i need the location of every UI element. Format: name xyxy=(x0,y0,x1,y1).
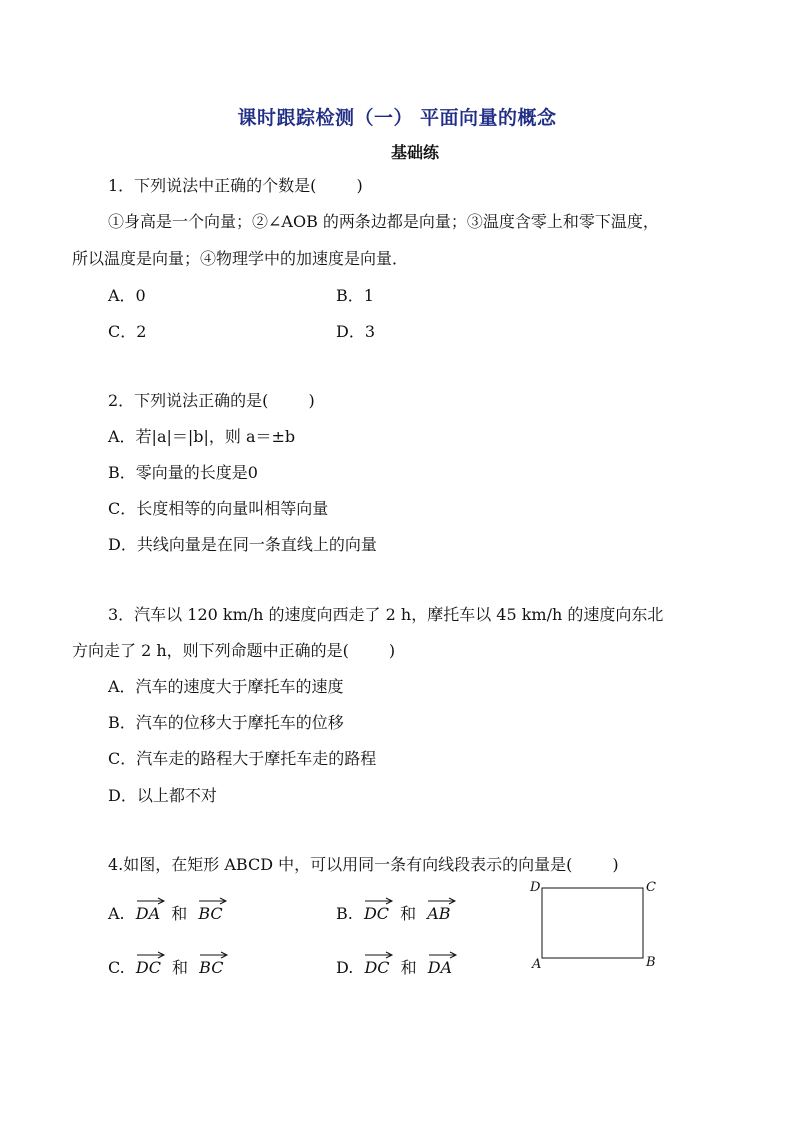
vector-arrow-icon xyxy=(428,951,458,959)
vector-dc xyxy=(364,952,389,978)
q3-line1: 3．汽车以 120 km/h 的速度向西走了 2 h，摩托车以 45 km/h 的速度向东北 xyxy=(108,605,664,624)
vector-label: AB xyxy=(427,904,451,923)
vector-arrow-icon xyxy=(199,951,229,959)
vertex-d-label: D xyxy=(530,880,541,895)
q2-option-a: A．若|a|＝|b|，则 a＝±b xyxy=(108,427,296,446)
q4-stem-text: 4.如图，在矩形 ABCD 中，可以用同一条有向线段表示的向量是( xyxy=(108,855,573,874)
vertex-b-label: B xyxy=(646,955,656,970)
q3-line2-text: 方向走了 2 h，则下列命题中正确的是( xyxy=(72,641,349,660)
vector-bc xyxy=(198,898,222,924)
q4-close-paren: ) xyxy=(612,855,619,874)
vector-arrow-icon xyxy=(198,897,228,905)
vector-bc xyxy=(199,952,223,978)
vertex-a-label: A xyxy=(532,957,542,972)
q4-stem xyxy=(108,855,619,875)
q1-line2: ①身高是一个向量；②∠AOB 的两条边都是向量；③温度含零上和零下温度， xyxy=(108,212,659,231)
q1-stem xyxy=(108,176,363,196)
q1-option-c: C．2 xyxy=(108,322,147,341)
vector-da xyxy=(428,952,452,978)
q4-option-d-letter: D. xyxy=(336,958,354,977)
q3-close-paren: ) xyxy=(388,641,396,660)
q1-line3: 所以温度是向量；④物理学中的加速度是向量． xyxy=(72,249,409,268)
vector-ab xyxy=(427,898,450,924)
vector-label: BC xyxy=(198,904,223,923)
vector-arrow-icon xyxy=(364,897,394,905)
vector-arrow-icon xyxy=(364,951,394,959)
q2-option-b: B．零向量的长度是0 xyxy=(108,463,258,482)
vector-arrow-icon xyxy=(136,897,166,905)
vector-label: BC xyxy=(199,958,224,977)
vector-label: DC xyxy=(135,958,161,977)
q2-option-c: C．长度相等的向量叫相等向量 xyxy=(108,499,329,518)
vector-label: DC xyxy=(363,904,390,923)
q3-option-c: C．汽车走的路程大于摩托车走的路程 xyxy=(108,749,377,768)
section-subtitle: 基础练 xyxy=(390,143,439,162)
q4-and-word: 和 xyxy=(172,958,189,977)
q4-and-word: 和 xyxy=(171,904,188,923)
vector-arrow-icon xyxy=(136,951,166,959)
q1-option-d: D．3 xyxy=(336,322,376,341)
q4-and-word: 和 xyxy=(400,904,417,923)
q4-and-word: 和 xyxy=(400,958,417,977)
rectangle-shape xyxy=(542,888,643,958)
q3-option-b: B．汽车的位移大于摩托车的位移 xyxy=(108,713,344,732)
q4-option-a-letter: A. xyxy=(108,904,125,923)
q2-stem-text: 2．下列说法正确的是( xyxy=(108,391,269,410)
q2-option-d: D．共线向量是在同一条直线上的向量 xyxy=(108,535,377,554)
q4-option-b xyxy=(336,898,451,924)
vector-label: DC xyxy=(364,958,390,977)
vector-da xyxy=(136,898,160,924)
q1-option-b: B．1 xyxy=(336,286,374,305)
q4-option-c-letter: C. xyxy=(108,958,125,977)
q4-option-b-letter: B. xyxy=(336,904,353,923)
vector-dc xyxy=(136,952,161,978)
q1-stem-text: 1．下列说法中正确的个数是( xyxy=(108,176,317,195)
q2-stem xyxy=(108,391,315,411)
page-title: 课时跟踪检测（一） 平面向量的概念 xyxy=(237,107,557,129)
vertex-c-label: C xyxy=(646,880,656,895)
q1-close-paren: ) xyxy=(356,176,363,195)
vector-label: DA xyxy=(427,958,453,977)
q3-option-a: A．汽车的速度大于摩托车的速度 xyxy=(108,677,344,696)
q4-option-d xyxy=(336,952,452,978)
q3-line2 xyxy=(72,641,395,661)
vector-dc xyxy=(364,898,389,924)
q4-option-a xyxy=(108,898,223,924)
q2-close-paren: ) xyxy=(308,391,315,410)
q1-option-a: A．0 xyxy=(108,286,146,305)
vector-arrow-icon xyxy=(427,897,457,905)
vector-label: DA xyxy=(135,904,161,923)
q3-option-d: D．以上都不对 xyxy=(108,786,217,805)
q4-option-c xyxy=(108,952,223,978)
